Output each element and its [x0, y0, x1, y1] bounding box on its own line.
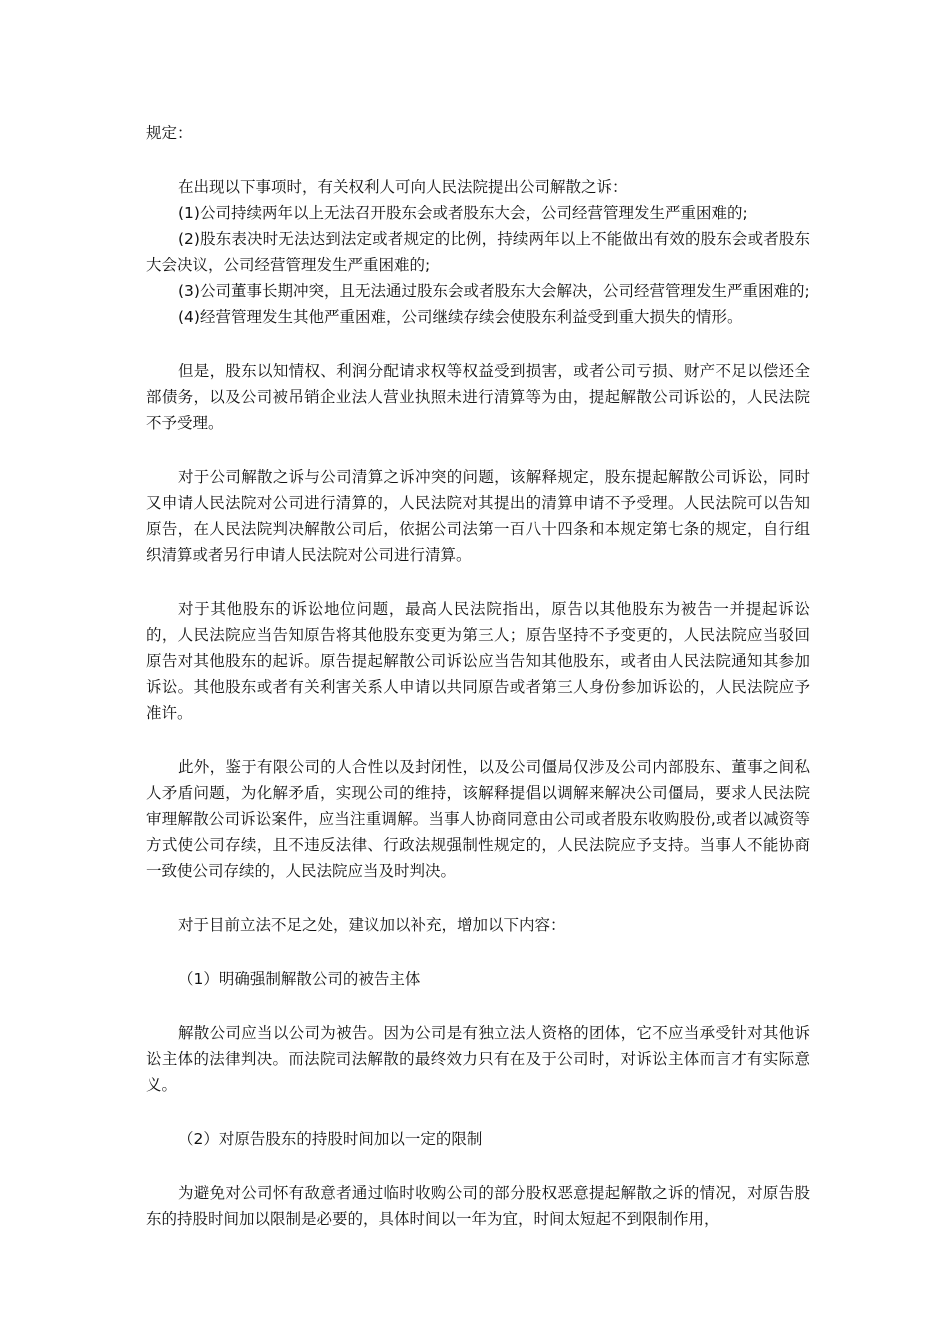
- other-shareholders-paragraph: 对于其他股东的诉讼地位问题，最高人民法院指出，原告以其他股东为被告一并提起诉讼的，人民法院应当告知原告将其他股东变更为第三人；原告坚持不予变更的，人民法院应当驳回原告对其他股东的起诉。原告提起解散公司诉讼应当告知其他股东，或者由人民法院通知其参加诉讼。其他股东或者有关利害关系人申请以共同原告或者第三人身份参加诉讼的，人民法院应予准许。: [146, 600, 810, 722]
- suggestion-paragraph: 对于目前立法不足之处，建议加以补充，增加以下内容：: [178, 916, 566, 934]
- section-2-body: 为避免对公司怀有敌意者通过临时收购公司的部分股权恶意提起解散之诉的情况，对原告股东的持股时间加以限制是必要的，具体时间以一年为宜，时间太短起不到限制作用，: [146, 1184, 810, 1228]
- exclusion-paragraph: 但是，股东以知情权、利润分配请求权等权益受到损害，或者公司亏损、财产不足以偿还全部债务，以及公司被吊销企业法人营业执照未进行清算等为由，提起解散公司诉讼的，人民法院不予受理。: [146, 362, 810, 432]
- condition-item: (1)公司持续两年以上无法召开股东会或者股东大会，公司经营管理发生严重困难的;: [178, 204, 748, 222]
- section-heading-1: （1）明确强制解散公司的被告主体: [178, 970, 421, 988]
- document-body: [146, 120, 810, 1232]
- conditions-lead: 在出现以下事项时，有关权利人可向人民法院提出公司解散之诉：: [178, 178, 628, 196]
- section-heading-2: （2）对原告股东的持股时间加以一定的限制: [178, 1130, 483, 1148]
- section-1-body: 解散公司应当以公司为被告。因为公司是有独立法人资格的团体，它不应当承受针对其他诉讼主体的法律判决。而法院司法解散的最终效力只有在及于公司时，对诉讼主体而言才有实际意义。: [146, 1024, 810, 1094]
- mediation-paragraph: 此外，鉴于有限公司的人合性以及封闭性，以及公司僵局仅涉及公司内部股东、董事之间私人矛盾问题，为化解矛盾，实现公司的维持，该解释提倡以调解来解决公司僵局，要求人民法院审理解散公司诉讼案件，应当注重调解。当事人协商同意由公司或者股东收购股份,或者以减资等方式使公司存续，且不违反法律、行政法规强制性规定的，人民法院应予支持。当事人不能协商一致使公司存续的，人民法院应当及时判决。: [146, 758, 810, 880]
- intro-paragraph: 规定：: [146, 124, 193, 142]
- conflict-paragraph: 对于公司解散之诉与公司清算之诉冲突的问题，该解释规定，股东提起解散公司诉讼，同时又申请人民法院对公司进行清算的，人民法院对其提出的清算申请不予受理。人民法院可以告知原告，在人民法院判决解散公司后，依据公司法第一百八十四条和本规定第七条的规定，自行组织清算或者另行申请人民法院对公司进行清算。: [146, 468, 810, 564]
- condition-item: (3)公司董事长期冲突，且无法通过股东会或者股东大会解决，公司经营管理发生严重困难的;: [178, 282, 810, 300]
- condition-item: (4)经营管理发生其他严重困难，公司继续存续会使股东利益受到重大损失的情形。: [178, 308, 743, 326]
- condition-item: (2)股东表决时无法达到法定或者规定的比例，持续两年以上不能做出有效的股东会或者股东大会决议，公司经营管理发生严重困难的;: [146, 230, 810, 274]
